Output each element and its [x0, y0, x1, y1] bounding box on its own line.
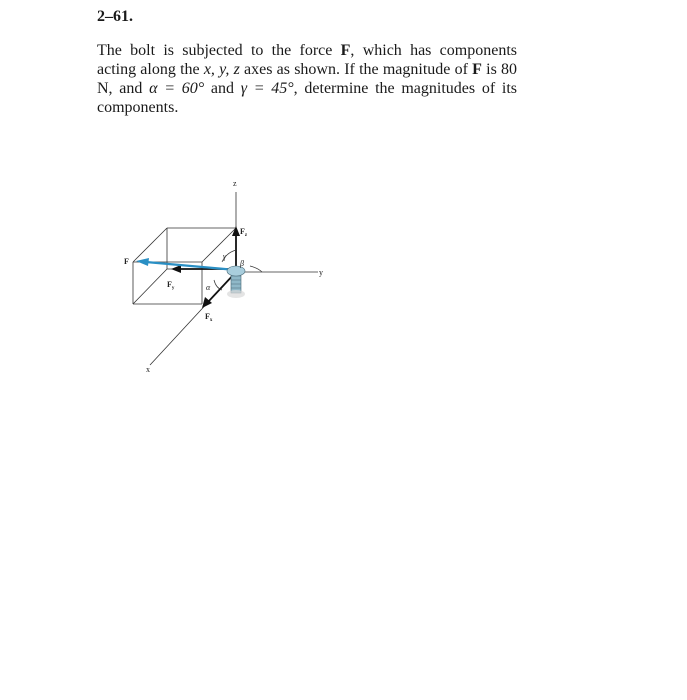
- force-f-label: F: [124, 257, 129, 266]
- text-part: , which has components acting along the: [97, 42, 517, 78]
- fz-main: F: [240, 227, 245, 236]
- text-part: is 80 N, and: [97, 61, 518, 97]
- text-part: The bolt is subjected to the force: [97, 42, 341, 59]
- text-part: axes as shown. If the magnitude of: [239, 61, 473, 78]
- fx-main: F: [205, 312, 210, 321]
- force-symbol: F: [340, 42, 351, 59]
- gamma-label: γ: [223, 252, 227, 261]
- fz-arrow: [232, 226, 240, 272]
- fx-sub: x: [209, 318, 213, 323]
- x-axis-label: x: [146, 365, 150, 374]
- problem-number: 2–61.: [97, 8, 133, 25]
- fz-label: [240, 227, 248, 238]
- beta-arc: [250, 266, 262, 272]
- fy-main: F: [167, 280, 172, 289]
- beta-label: β: [240, 259, 244, 268]
- fx-label: [205, 312, 213, 323]
- z-axis-label: z: [233, 179, 237, 188]
- y-axis-label: y: [319, 268, 323, 277]
- alpha-label: α: [206, 283, 211, 292]
- text-part: and: [204, 80, 241, 97]
- fy-label: [167, 280, 175, 291]
- force-symbol: F: [472, 61, 482, 78]
- text-part: , determine the magnitudes of its components.: [97, 80, 518, 116]
- bolt-icon: [227, 266, 245, 298]
- gamma-expression: γ = 45°: [240, 80, 294, 97]
- axes-names: x, y, z: [203, 61, 240, 78]
- fy-sub: y: [171, 286, 175, 291]
- fz-sub: z: [244, 233, 248, 238]
- alpha-expression: α = 60°: [149, 80, 205, 97]
